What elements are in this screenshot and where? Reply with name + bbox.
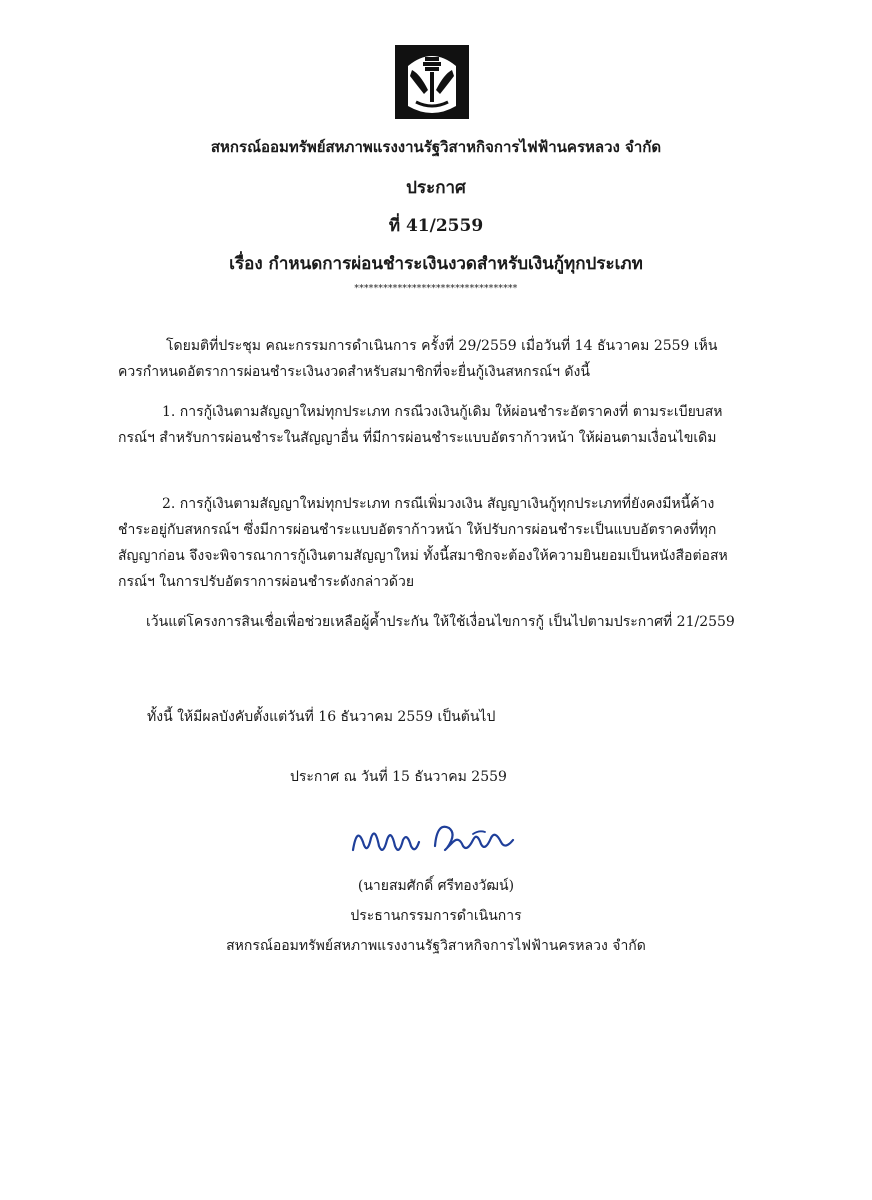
signer-name: (นายสมศักดิ์ ศรีทองวัฒน์): [357, 878, 515, 894]
signer-title: ประธานกรรมการดำเนินการ: [350, 908, 522, 924]
divider: **********************************: [354, 284, 518, 294]
exception-paragraph: เว้นแต่โครงการสินเชื่อเพื่อช่วยเหลือผู้ค้ำประกัน ให้ใช้เงื่อนไขการกู้ เป็นไปตามประกาศที่ 21/2559: [146, 614, 735, 630]
effective-date-line: ทั้งนี้ ให้มีผลบังคับตั้งแต่วันที่ 16 ธันวาคม 2559 เป็นต้นไป: [147, 709, 496, 725]
organization-name: สหกรณ์ออมทรัพย์สหภาพแรงงานรัฐวิสาหกิจการไฟฟ้านครหลวง จำกัด: [210, 138, 662, 156]
announcement-number: ที่ 41/2559: [388, 216, 484, 236]
announcement-title: ประกาศ: [406, 178, 466, 198]
item-1-paragraph: 1. การกู้เงินตามสัญญาใหม่ทุกประเภท กรณีวงเงินกู้เดิม ให้ผ่อนชำระอัตราคงที่ ตามระเบียบสหกรณ์ฯ สำหรับการผ่อนชำระในสัญญาอื่น ที่มีการผ่อนชำระแบบอัตราก้าวหน้า ให้ผ่อนตามเงื่อนไขเดิม: [118, 404, 723, 446]
signer-organization: สหกรณ์ออมทรัพย์สหภาพแรงงานรัฐวิสาหกิจการไฟฟ้านครหลวง จำกัด: [226, 938, 646, 954]
intro-paragraph: โดยมติที่ประชุม คณะกรรมการดำเนินการ ครั้งที่ 29/2559 เมื่อวันที่ 14 ธันวาคม 2559 เห็นควรกำหนดอัตราการผ่อนชำระเงินงวดสำหรับสมาชิกที่จะยื่นกู้เงินสหกรณ์ฯ ดังนี้: [118, 338, 718, 380]
handwritten-signature: [345, 812, 525, 862]
cooperative-logo-icon: [394, 44, 470, 120]
announcement-date-line: ประกาศ ณ วันที่ 15 ธันวาคม 2559: [290, 769, 507, 785]
item-2-paragraph: 2. การกู้เงินตามสัญญาใหม่ทุกประเภท กรณีเพิ่มวงเงิน สัญญาเงินกู้ทุกประเภทที่ยังคงมีหนี้ค้างชำระอยู่กับสหกรณ์ฯ ซึ่งมีการผ่อนชำระแบบอัตราก้าวหน้า ให้ปรับการผ่อนชำระเป็นแบบอัตราคงที่ทุกสัญญาก่อน จึงจะพิจารณาการกู้เงินตามสัญญาใหม่ ทั้งนี้สมาชิกจะต้องให้ความยินยอมเป็นหนังสือต่อสหกรณ์ฯ ในการปรับอัตราการผ่อนชำระดังกล่าวด้วย: [118, 496, 728, 590]
announcement-subject: เรื่อง กำหนดการผ่อนชำระเงินงวดสำหรับเงินกู้ทุกประเภท: [229, 254, 643, 274]
